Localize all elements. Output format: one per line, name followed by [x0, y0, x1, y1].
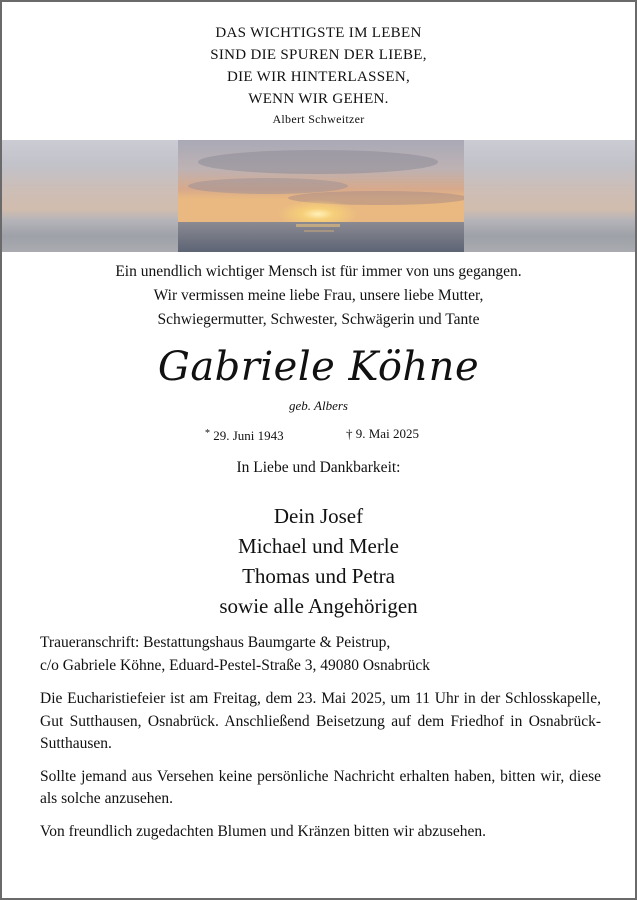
thanks-line: In Liebe und Dankbarkeit:: [236, 459, 401, 476]
family-list: [2, 501, 635, 621]
sunset-image: [178, 140, 464, 252]
death-date: 9. Mai 2025: [355, 426, 419, 441]
birth-name: geb. Albers: [289, 398, 348, 413]
service-paragraph: Die Eucharistiefeier ist am Freitag, dem 23. Mai 2025, um 11 Uhr in der Schlosskapelle, Gut Sutthausen, Osnabrück. Anschließend Beisetzung auf dem Friedhof in Osnabrück-Sutthausen.: [40, 690, 601, 752]
quote-block: [2, 22, 635, 127]
birth-date: 29. Juni 1943: [213, 428, 284, 443]
address-line: c/o Gabriele Köhne, Eduard-Pestel-Straße 3, 49080 Osnabrück: [40, 656, 430, 674]
flowers-paragraph: Von freundlich zugedachten Blumen und Kränzen bitten wir abzusehen.: [40, 822, 487, 840]
death-date-group: [346, 425, 419, 443]
family-member: Dein Josef: [273, 504, 364, 528]
quote-line: DIE WIR HINTERLASSEN,: [226, 69, 411, 85]
family-member: Thomas und Petra: [242, 564, 395, 588]
notice-paragraph: Sollte jemand aus Versehen keine persönliche Nachricht erhalten haben, bitten wir, diese als solche anzusehen.: [40, 767, 601, 807]
intro-line: Ein unendlich wichtiger Mensch ist für immer von uns gegangen.: [115, 263, 522, 280]
intro-line: Schwiegermutter, Schwester, Schwägerin und Tante: [157, 311, 480, 328]
quote-line: DAS WICHTIGSTE IM LEBEN: [215, 25, 422, 41]
sunset-photo: [2, 140, 635, 252]
cross-icon: †: [346, 426, 353, 441]
details-section: [40, 632, 601, 853]
intro-line: Wir vermissen meine liebe Frau, unsere liebe Mutter,: [153, 287, 484, 304]
mourning-address: [40, 632, 601, 677]
deceased-name: Gabriele Köhne: [157, 344, 480, 390]
quote-line: SIND DIE SPUREN DER LIEBE,: [210, 47, 427, 63]
address-line: Traueranschrift: Bestattungshaus Baumgarte & Peistrup,: [40, 634, 391, 651]
birth-star-icon: *: [205, 428, 210, 439]
birth-date-group: [205, 425, 284, 445]
quote-author: Albert Schweitzer: [272, 112, 365, 126]
family-member: sowie alle Angehörigen: [219, 594, 418, 618]
intro-text: [2, 260, 635, 332]
quote-line: WENN WIR GEHEN.: [248, 91, 389, 107]
family-member: Michael und Merle: [238, 534, 399, 558]
